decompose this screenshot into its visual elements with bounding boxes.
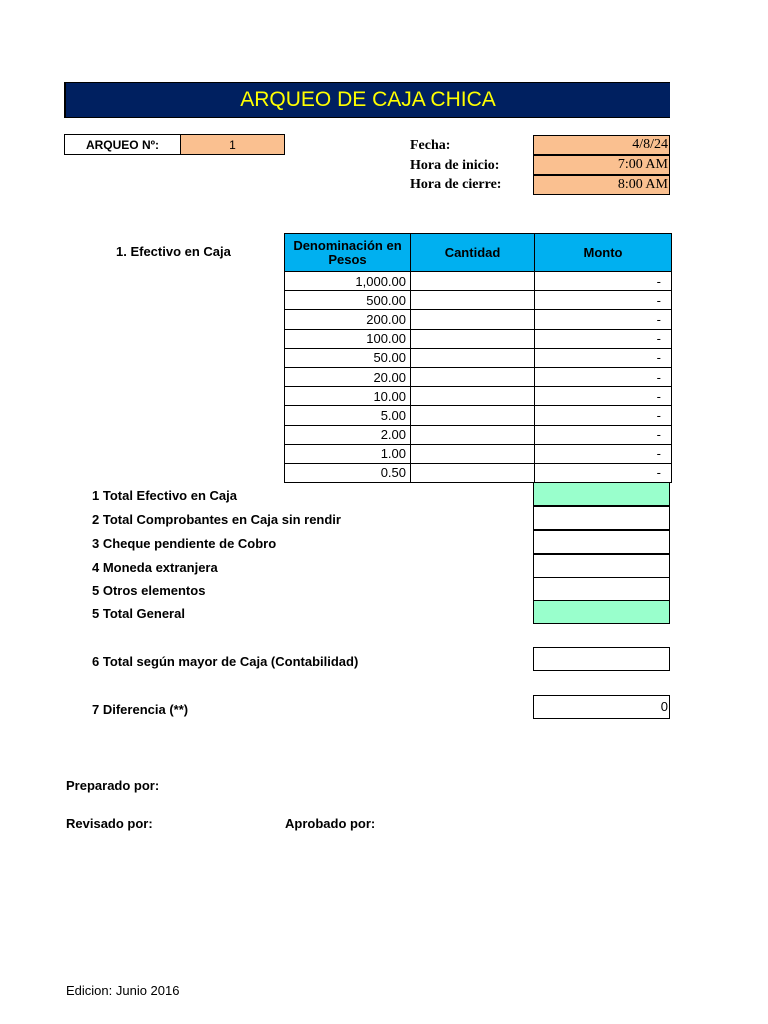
denominacion-cell: 100.00 [285, 329, 411, 348]
diferencia-label: 7 Diferencia (**) [92, 702, 189, 717]
cheque-label: 3 Cheque pendiente de Cobro [92, 536, 277, 551]
cantidad-cell[interactable] [411, 463, 535, 482]
total-comprobantes-field[interactable] [533, 506, 670, 530]
total-efectivo-field[interactable] [533, 482, 670, 506]
denominacion-cell: 20.00 [285, 367, 411, 386]
table-row [285, 406, 672, 425]
monto-cell: - [535, 348, 672, 367]
monto-cell: - [535, 406, 672, 425]
cheque-field[interactable] [533, 530, 670, 554]
monto-cell: - [535, 367, 672, 386]
cantidad-cell[interactable] [411, 348, 535, 367]
cantidad-cell[interactable] [411, 406, 535, 425]
table-header-row [285, 234, 672, 272]
monto-cell: - [535, 425, 672, 444]
footer-edition: Edicion: Junio 2016 [66, 983, 180, 998]
table-row [285, 329, 672, 348]
denominacion-cell: 1.00 [285, 444, 411, 463]
table-row [285, 348, 672, 367]
diferencia-field[interactable]: 0 [533, 695, 670, 719]
moneda-field[interactable] [533, 554, 670, 578]
mayor-caja-label: 6 Total según mayor de Caja (Contabilidad) [92, 654, 359, 669]
denominacion-cell: 10.00 [285, 387, 411, 406]
table-row [285, 387, 672, 406]
table-row [285, 367, 672, 386]
hora-cierre-field[interactable]: 8:00 AM [533, 175, 670, 195]
otros-label: 5 Otros elementos [92, 583, 206, 598]
fecha-label: Fecha: [410, 138, 451, 153]
table-row [285, 310, 672, 329]
monto-cell: - [535, 329, 672, 348]
header-cantidad: Cantidad [411, 234, 535, 272]
monto-cell: - [535, 444, 672, 463]
monto-cell: - [535, 272, 672, 291]
hora-inicio-field[interactable]: 7:00 AM [533, 155, 670, 175]
preparado-label: Preparado por: [66, 778, 160, 793]
table-row [285, 272, 672, 291]
total-general-field[interactable] [533, 600, 670, 624]
cantidad-cell[interactable] [411, 310, 535, 329]
cantidad-cell[interactable] [411, 272, 535, 291]
moneda-label: 4 Moneda extranjera [92, 560, 218, 575]
denominacion-cell: 0.50 [285, 463, 411, 482]
table-row [285, 444, 672, 463]
hora-cierre-label: Hora de cierre: [410, 177, 502, 192]
total-general-label: 5 Total General [92, 606, 185, 621]
aprobado-label: Aprobado por: [285, 816, 376, 831]
fecha-field[interactable]: 4/8/24 [533, 135, 670, 155]
denominations-table [284, 233, 672, 483]
arqueo-label: ARQUEO Nº: [64, 134, 181, 155]
arqueo-number-field[interactable]: 1 [180, 134, 285, 155]
denominacion-cell: 500.00 [285, 291, 411, 310]
table-row [285, 425, 672, 444]
total-efectivo-label: 1 Total Efectivo en Caja [92, 488, 237, 503]
total-comprobantes-label: 2 Total Comprobantes en Caja sin rendir [92, 512, 341, 527]
cantidad-cell[interactable] [411, 425, 535, 444]
header-denominacion: Denominación en Pesos [285, 234, 411, 272]
denominacion-cell: 1,000.00 [285, 272, 411, 291]
cantidad-cell[interactable] [411, 329, 535, 348]
cantidad-cell[interactable] [411, 291, 535, 310]
cantidad-cell[interactable] [411, 444, 535, 463]
table-row [285, 291, 672, 310]
cantidad-cell[interactable] [411, 387, 535, 406]
monto-cell: - [535, 387, 672, 406]
monto-cell: - [535, 291, 672, 310]
revisado-label: Revisado por: [66, 816, 153, 831]
denominacion-cell: 50.00 [285, 348, 411, 367]
denominacion-cell: 2.00 [285, 425, 411, 444]
otros-field[interactable] [533, 577, 670, 601]
hora-inicio-label: Hora de inicio: [410, 158, 500, 173]
cantidad-cell[interactable] [411, 367, 535, 386]
denominacion-cell: 200.00 [285, 310, 411, 329]
denominacion-cell: 5.00 [285, 406, 411, 425]
header-monto: Monto [535, 234, 672, 272]
page-title: ARQUEO DE CAJA CHICA [64, 82, 670, 118]
monto-cell: - [535, 463, 672, 482]
monto-cell: - [535, 310, 672, 329]
mayor-caja-field[interactable] [533, 647, 670, 671]
table-row [285, 463, 672, 482]
section-efectivo-label: 1. Efectivo en Caja [116, 244, 231, 259]
